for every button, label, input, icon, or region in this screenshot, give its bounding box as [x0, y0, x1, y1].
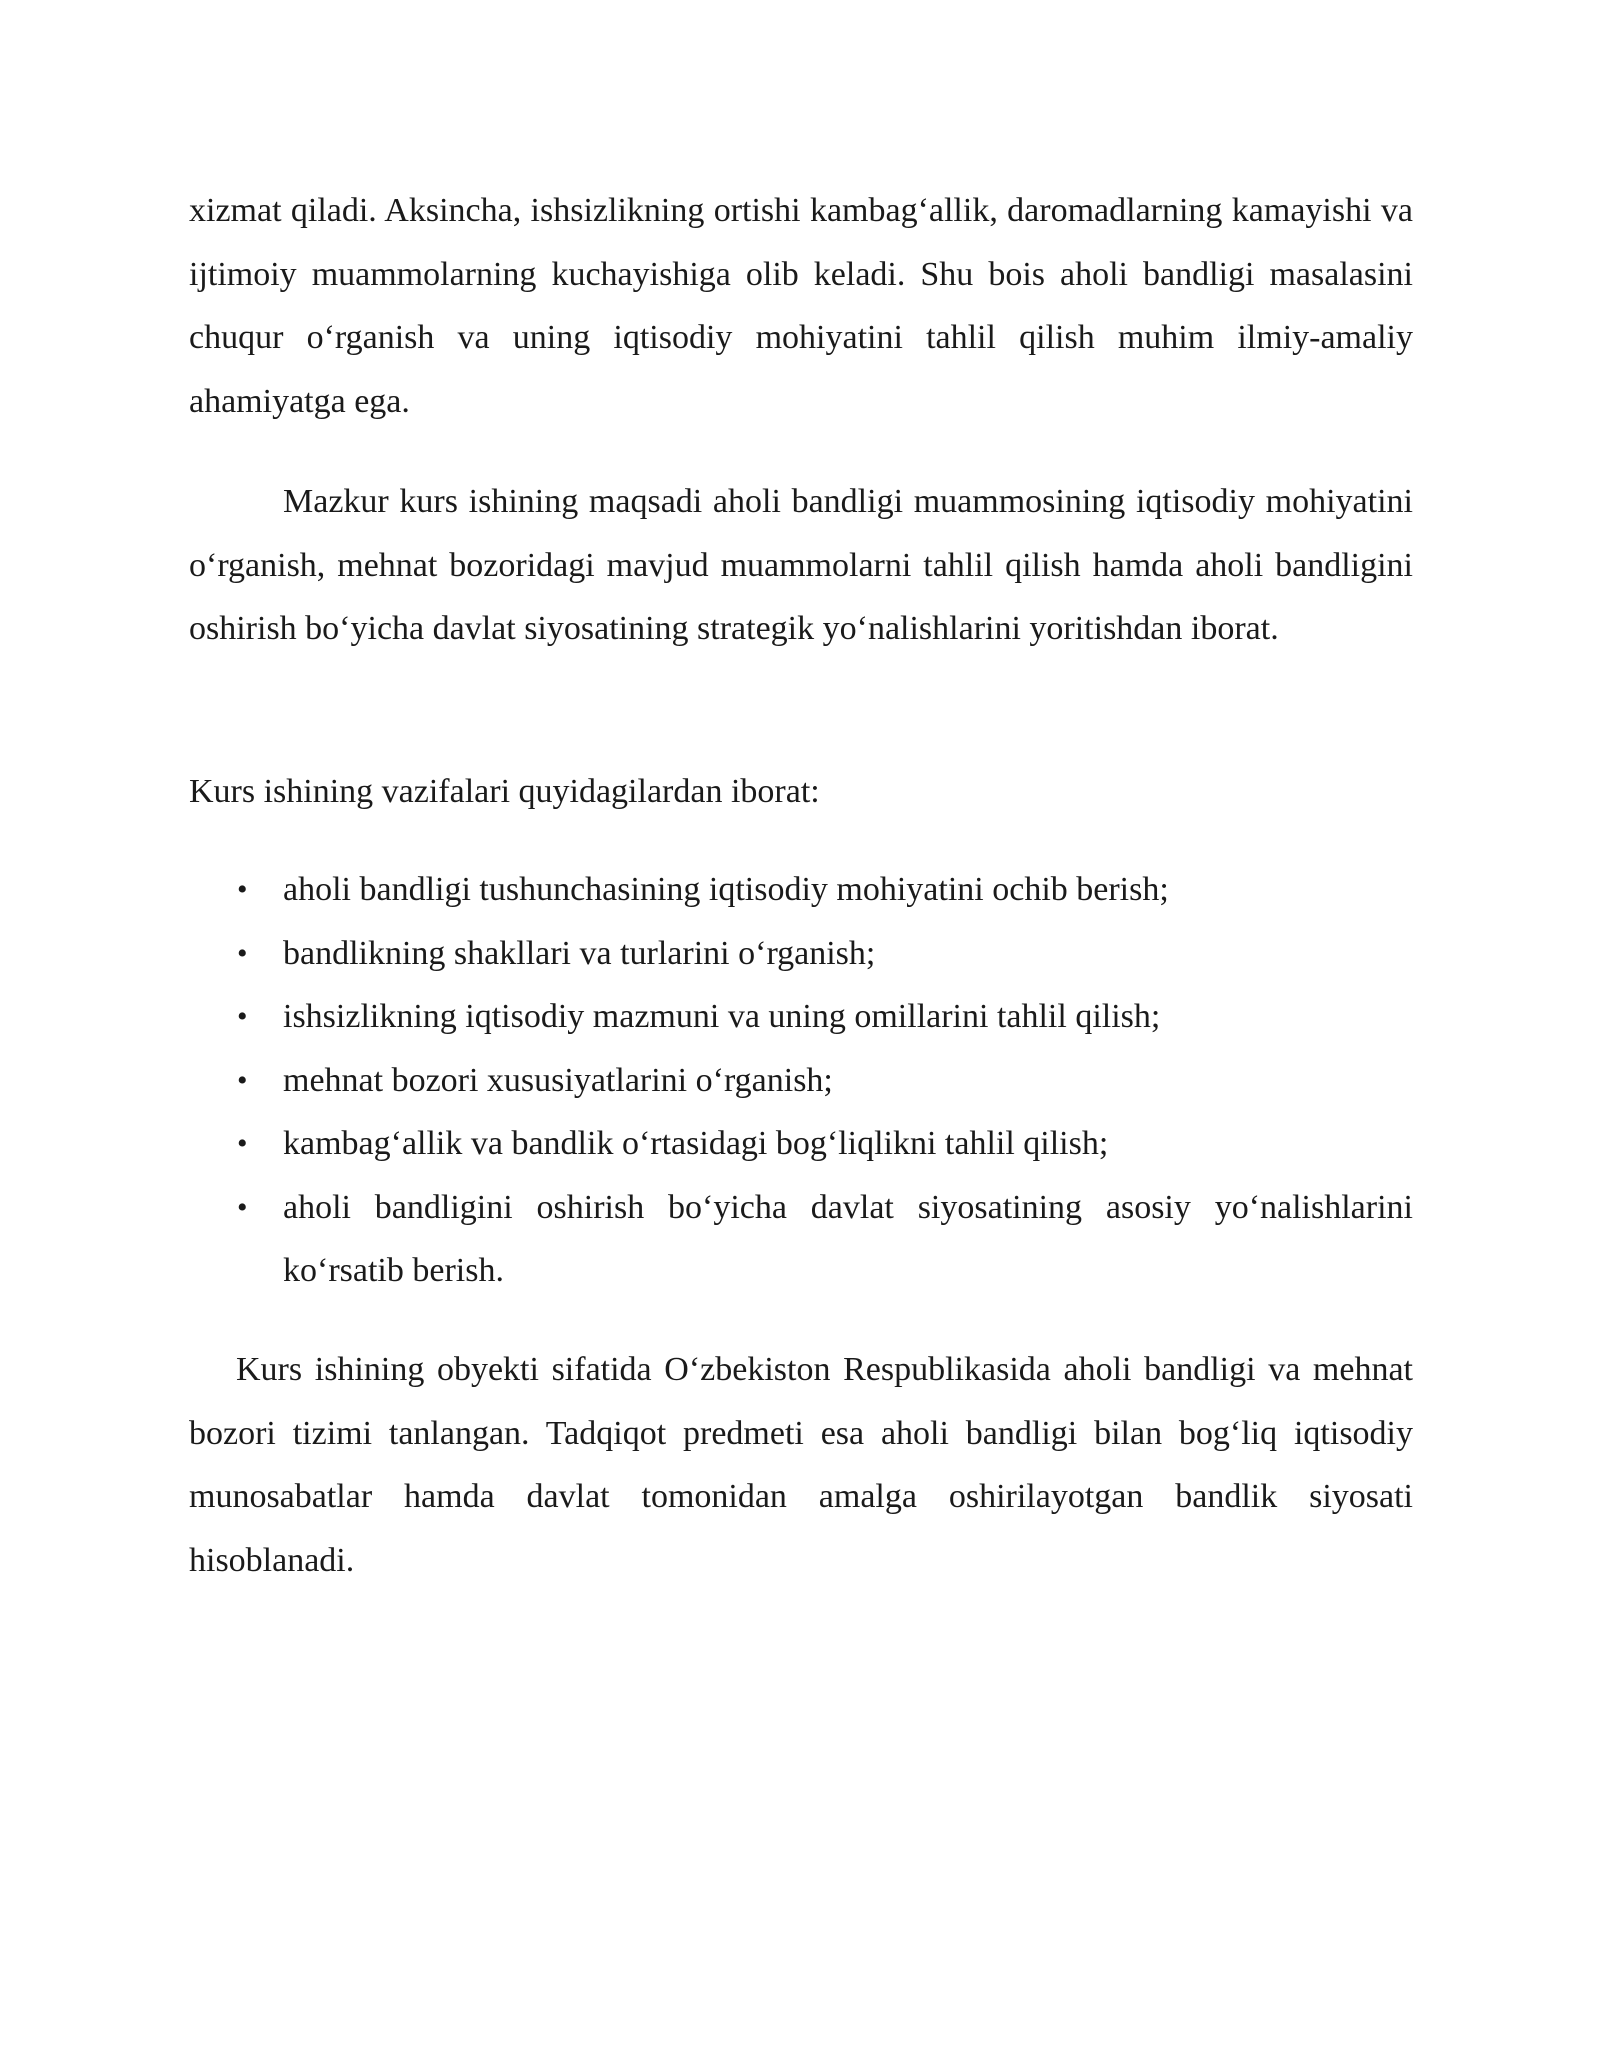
paragraph-tasks-heading: Kurs ishining vazifalari quyidagilardan iborat:: [189, 773, 820, 810]
bullet-icon: •: [237, 1063, 248, 1097]
list-item: [189, 1176, 1413, 1303]
list-item: [189, 1112, 1413, 1176]
bullet-icon: •: [237, 873, 248, 906]
list-item: [189, 1049, 1413, 1113]
list-item: [189, 858, 1413, 922]
list-item-text: bandlikning shakllari va turlarini o‘rganish;: [283, 934, 876, 972]
tasks-list: [189, 858, 1413, 1303]
bullet-icon: •: [237, 1190, 248, 1224]
list-item-text: aholi bandligi tushunchasining iqtisodiy mohiyatini ochib berish;: [283, 871, 1169, 908]
list-item: [189, 985, 1413, 1049]
list-item-text: ishsizlikning iqtisodiy mazmuni va uning omillarini tahlil qilish;: [283, 998, 1161, 1035]
list-item-text: aholi bandligini oshirish bo‘yicha davlat siyosatining asosiy yo‘nalishlarini ko‘rsatib berish.: [283, 1188, 1413, 1289]
list-item: [189, 922, 1413, 986]
bullet-icon: •: [237, 1127, 248, 1160]
bullet-icon: •: [237, 1000, 248, 1033]
paragraph-object-subject: Kurs ishining obyekti sifatida O‘zbekiston Respublikasida aholi bandligi va mehnat bozori tizimi tanlangan. Tadqiqot predmeti esa aholi bandligi bilan bog‘liq iqtisodiy munosabatlar hamda davlat tomonidan amalga oshirilayotgan bandlik siyosati hisoblanadi.: [189, 1351, 1413, 1579]
paragraph-intro-continuation: xizmat qiladi. Aksincha, ishsizlikning ortishi kambag‘allik, daromadlarning kamayishi va ijtimoiy muammolarning kuchayishiga olib keladi. Shu bois aholi bandligi masalasini chuqur o‘rganish va uning iqtisodiy mohiyatini tahlil qilish muhim ilmiy-amaliy ahamiyatga ega.: [189, 192, 1413, 420]
bullet-icon: •: [237, 936, 248, 970]
list-item-text: kambag‘allik va bandlik o‘rtasidagi bog‘liqlikni tahlil qilish;: [283, 1125, 1109, 1162]
paragraph-goal: Mazkur kurs ishining maqsadi aholi bandligi muammosining iqtisodiy mohiyatini o‘rganish, mehnat bozoridagi mavjud muammolarni tahlil qilish hamda aholi bandligini oshirish bo‘yicha davlat siyosatining strategik yo‘nalishlarini yoritishdan iborat.: [189, 483, 1413, 647]
list-item-text: mehnat bozori xususiyatlarini o‘rganish;: [283, 1061, 833, 1099]
